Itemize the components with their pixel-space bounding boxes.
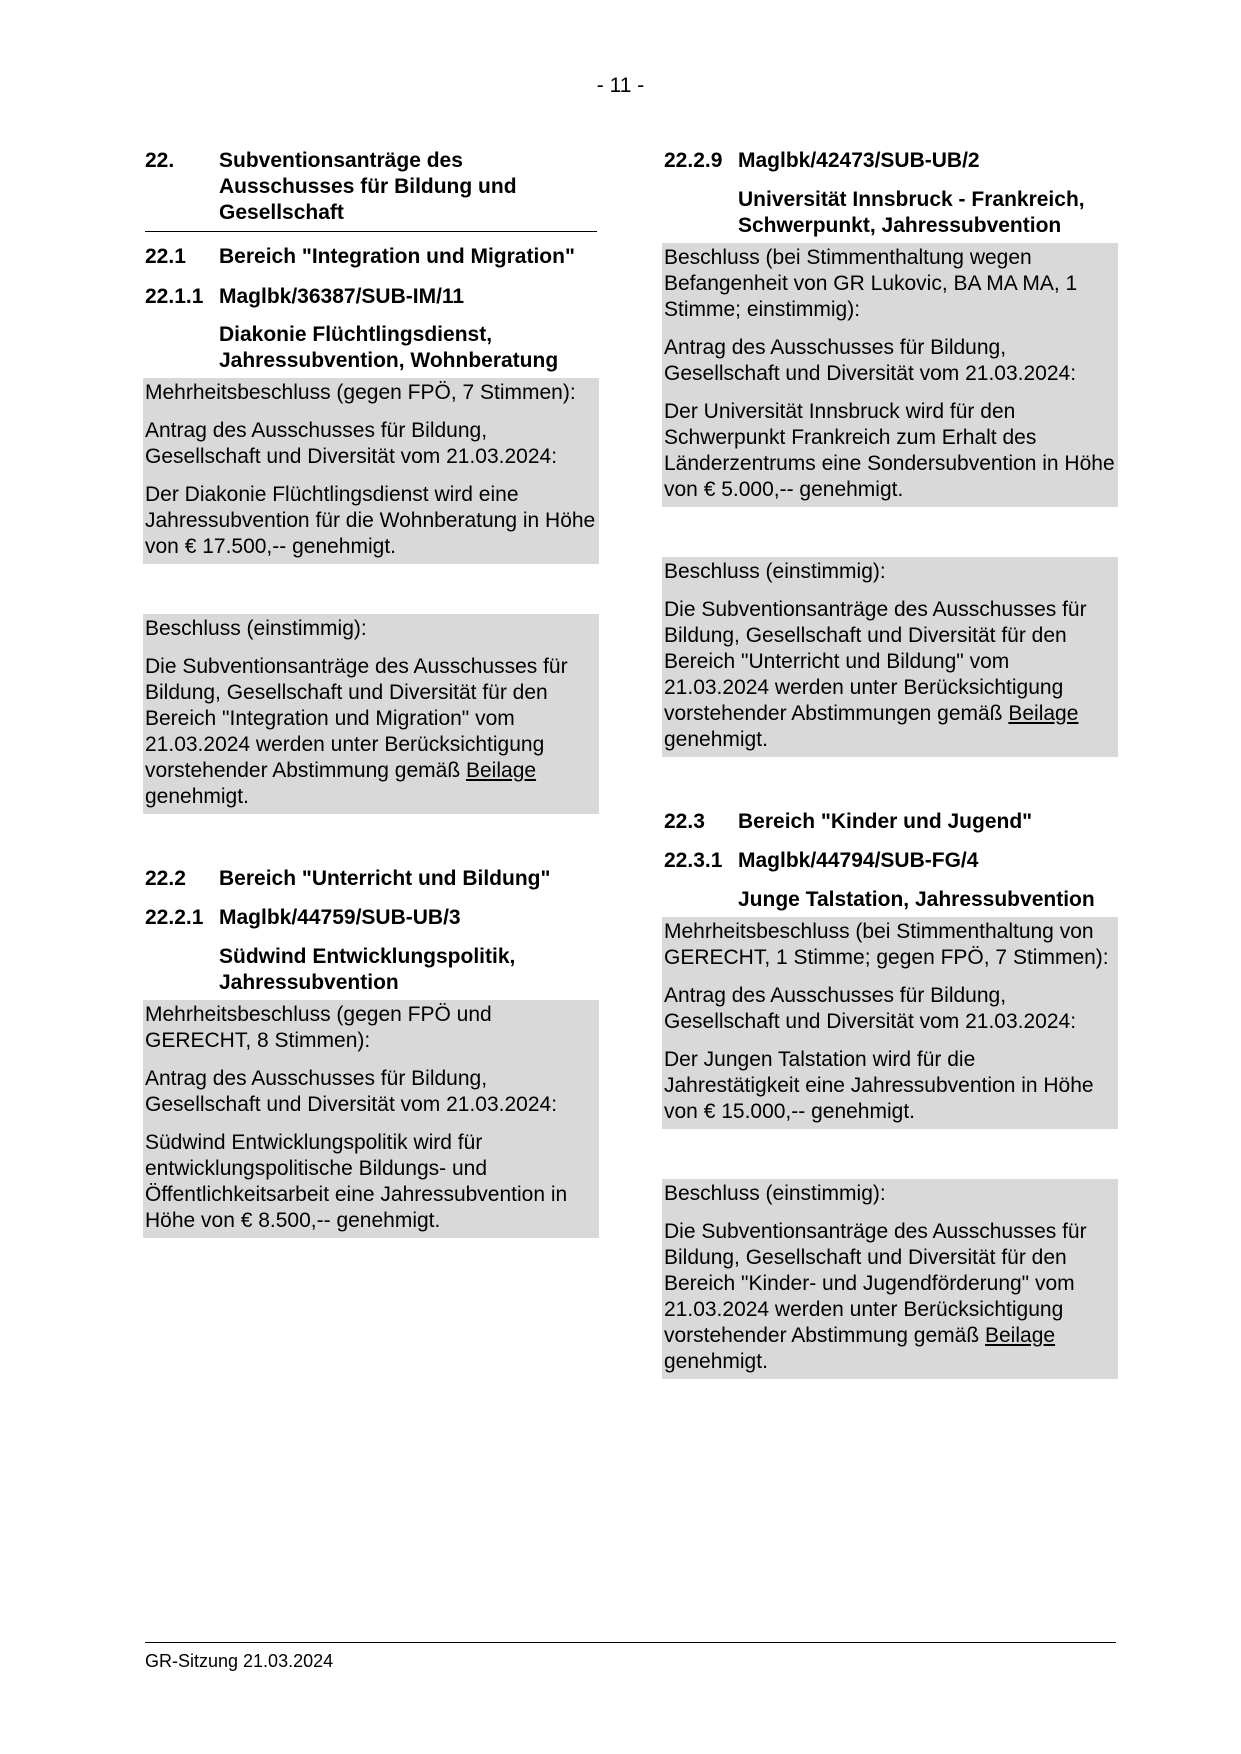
beilage-link[interactable]: Beilage (466, 759, 537, 782)
page-number: - 11 - (596, 74, 645, 97)
decision-block (662, 243, 1118, 507)
item-subject: Diakonie Flüchtlingsdienst, Jahressubvention, Wohnberatung (219, 323, 559, 372)
vote-result: Mehrheitsbeschluss (gegen FPÖ, 7 Stimmen): (145, 381, 576, 404)
section-number: 22. (145, 149, 175, 172)
vote-result: Beschluss (einstimmig): (145, 617, 367, 640)
vote-result: Mehrheitsbeschluss (bei Stimmenthaltung von GERECHT, 1 Stimme; gegen FPÖ, 7 Stimmen): (664, 920, 1109, 969)
decision-block (662, 917, 1118, 1129)
summary-block (662, 557, 1118, 757)
beilage-link[interactable]: Beilage (1008, 702, 1079, 725)
footer-divider (145, 1642, 1116, 1643)
item-number: 22.3.1 (664, 849, 723, 872)
summary-text: Die Subventionsanträge des Ausschusses für Bildung, Gesellschaft und Diversität für den Bereich "Integration und Migration" vom 21.03.2024 werden unter Berücksichtigung vorstehender Abstimmung gemäß Beilage genehmigt. (145, 655, 568, 808)
section-22-3-heading (664, 809, 1116, 835)
item-22-2-9-heading (664, 148, 1116, 174)
item-reference: Maglbk/44759/SUB-UB/3 (219, 906, 461, 929)
decision-text: Der Universität Innsbruck wird für den Schwerpunkt Frankreich zum Erhalt des Länderzentrums eine Sondersubvention in Höhe von € 5.000,-- genehmigt. (664, 400, 1115, 501)
motion-text: Antrag des Ausschusses für Bildung, Gesellschaft und Diversität vom 21.03.2024: (145, 1067, 558, 1116)
left-column (145, 148, 597, 1238)
motion-text: Antrag des Ausschusses für Bildung, Gesellschaft und Diversität vom 21.03.2024: (145, 419, 558, 468)
section-title: Bereich "Integration und Migration" (219, 245, 575, 268)
beilage-link[interactable]: Beilage (985, 1324, 1056, 1347)
vote-result: Beschluss (einstimmig): (664, 560, 886, 583)
decision-block (143, 378, 599, 564)
section-number: 22.1 (145, 245, 186, 268)
item-subject: Universität Innsbruck - Frankreich, Schwerpunkt, Jahressubvention (738, 188, 1085, 237)
item-number: 22.2.9 (664, 149, 723, 172)
summary-block (143, 614, 599, 814)
vote-result: Mehrheitsbeschluss (gegen FPÖ und GERECHT, 8 Stimmen): (145, 1003, 492, 1052)
decision-text: Der Diakonie Flüchtlingsdienst wird eine Jahressubvention für die Wohnberatung in Höhe von € 17.500,-- genehmigt. (145, 483, 596, 558)
vote-result: Beschluss (bei Stimmenthaltung wegen Befangenheit von GR Lukovic, BA MA MA, 1 Stimme; einstimmig): (664, 246, 1078, 321)
item-number: 22.2.1 (145, 906, 204, 929)
section-number: 22.2 (145, 867, 186, 890)
item-number: 22.1.1 (145, 285, 204, 308)
section-title: Bereich "Kinder und Jugend" (738, 810, 1033, 833)
section-title: Subventionsanträge des Ausschusses für Bildung und Gesellschaft (219, 149, 517, 224)
summary-block (662, 1179, 1118, 1379)
section-22-1-heading (145, 244, 597, 270)
section-22-heading (145, 148, 597, 229)
summary-text: Die Subventionsanträge des Ausschusses für Bildung, Gesellschaft und Diversität für den Bereich "Unterricht und Bildung" vom 21.03.2024 werden unter Berücksichtigung vorstehender Abstimmungen gemäß Beilage genehmigt. (664, 598, 1087, 751)
motion-text: Antrag des Ausschusses für Bildung, Gesellschaft und Diversität vom 21.03.2024: (664, 984, 1077, 1033)
right-column (664, 148, 1116, 1379)
decision-text: Der Jungen Talstation wird für die Jahrestätigkeit eine Jahressubvention in Höhe von € 15.000,-- genehmigt. (664, 1048, 1094, 1123)
section-number: 22.3 (664, 810, 705, 833)
item-subject: Südwind Entwicklungspolitik, Jahressubvention (219, 945, 516, 994)
item-22-3-1-heading (664, 848, 1116, 874)
decision-text: Südwind Entwicklungspolitik wird für entwicklungspolitische Bildungs- und Öffentlichkeitsarbeit eine Jahressubvention in Höhe von € 8.500,-- genehmigt. (145, 1131, 568, 1232)
vote-result: Beschluss (einstimmig): (664, 1182, 886, 1205)
footer-text: GR-Sitzung 21.03.2024 (145, 1651, 334, 1671)
item-22-2-1-heading (145, 905, 597, 931)
section-22-2-heading (145, 866, 597, 892)
decision-block (143, 1000, 599, 1238)
item-reference: Maglbk/44794/SUB-FG/4 (738, 849, 979, 872)
summary-text: Die Subventionsanträge des Ausschusses für Bildung, Gesellschaft und Diversität für den Bereich "Kinder- und Jugendförderung" vom 21.03.2024 werden unter Berücksichtigung vorstehender Abstimmung gemäß Beilage genehmigt. (664, 1220, 1087, 1373)
item-subject: Junge Talstation, Jahressubvention (738, 888, 1095, 911)
motion-text: Antrag des Ausschusses für Bildung, Gesellschaft und Diversität vom 21.03.2024: (664, 336, 1077, 385)
item-reference: Maglbk/42473/SUB-UB/2 (738, 149, 980, 172)
item-reference: Maglbk/36387/SUB-IM/11 (219, 285, 465, 308)
section-divider (145, 231, 597, 232)
section-title: Bereich "Unterricht und Bildung" (219, 867, 551, 890)
item-22-1-1-heading (145, 284, 597, 310)
